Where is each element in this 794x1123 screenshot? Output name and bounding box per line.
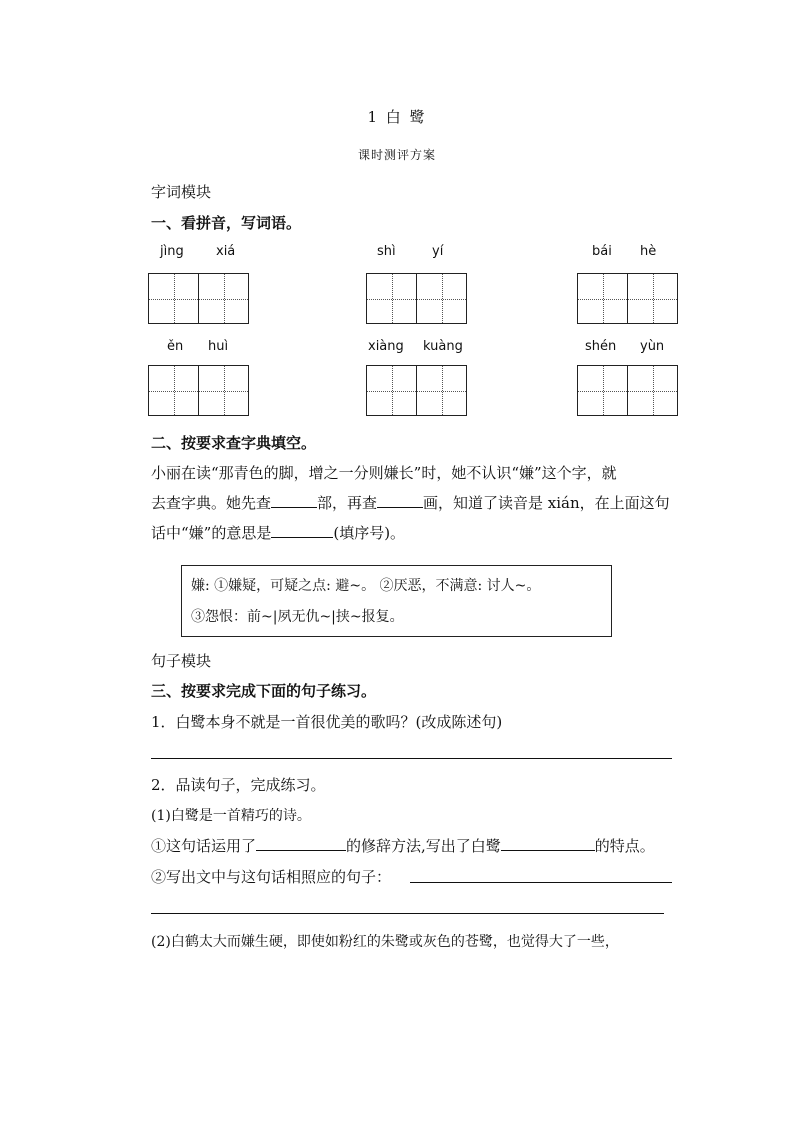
pinyin-label: shì <box>377 244 396 259</box>
grid-cell[interactable] <box>578 366 628 415</box>
pinyin-label: jìng <box>160 244 184 259</box>
grid-cell[interactable] <box>417 366 467 415</box>
question-2-title: 二、按要求查字典填空。 <box>151 434 317 452</box>
section-heading-sentences: 句子模块 <box>151 652 212 670</box>
paragraph-line: 小丽在读“那青色的脚，增之一分则嫌长”时，她不认识“嫌”这个字，就 <box>151 464 617 482</box>
grid-cell[interactable] <box>367 274 417 323</box>
paragraph-text: 去查字典。她先查 <box>151 494 272 512</box>
pinyin-label: kuàng <box>423 339 463 354</box>
grid-cell[interactable] <box>628 366 678 415</box>
question-text: 的修辞方法,写出了白鹭 <box>346 837 501 855</box>
pinyin-label: huì <box>208 339 229 354</box>
pinyin-label: yí <box>432 244 444 259</box>
pinyin-label: xiá <box>216 244 236 259</box>
grid-cell[interactable] <box>417 274 467 323</box>
question-1-title: 一、看拼音，写词语。 <box>151 214 302 232</box>
grid-cell[interactable] <box>199 274 249 323</box>
dictionary-entry-line: ③怨恨：前~|夙无仇~|挟~报复。 <box>191 609 404 625</box>
question-item-2: 2．品读句子，完成练习。 <box>151 776 326 794</box>
pinyin-label: shén <box>585 339 617 354</box>
question-item-1: 1．白鹭本身不就是一首很优美的歌吗？(改成陈述句) <box>151 713 503 731</box>
sub-question-1-part-1 <box>151 835 655 856</box>
question-text: 的特点。 <box>594 837 655 855</box>
fill-blank-strokes[interactable] <box>377 493 423 508</box>
writing-grid[interactable] <box>148 365 249 416</box>
grid-cell[interactable] <box>149 274 199 323</box>
fill-blank-meaning[interactable] <box>271 523 333 538</box>
section-heading-words: 字词模块 <box>151 183 212 201</box>
grid-cell[interactable] <box>628 274 678 323</box>
fill-blank-feature[interactable] <box>501 836 595 851</box>
grid-cell[interactable] <box>367 366 417 415</box>
answer-line[interactable] <box>410 882 672 883</box>
sub-question-1: (1)白鹭是一首精巧的诗。 <box>151 808 311 824</box>
question-3-title: 三、按要求完成下面的句子练习。 <box>151 682 377 700</box>
sub-question-1-part-2: ②写出文中与这句话相照应的句子： <box>151 868 392 886</box>
sub-question-2: (2)白鹤太大而嫌生硬，即使如粉红的朱鹭或灰色的苍鹭，也觉得大了一些， <box>151 934 619 950</box>
pinyin-label: bái <box>592 244 612 259</box>
paragraph-line <box>151 522 405 543</box>
grid-cell[interactable] <box>199 366 249 415</box>
answer-line[interactable] <box>151 758 672 759</box>
writing-grid[interactable] <box>577 365 678 416</box>
paragraph-line <box>151 492 670 513</box>
paragraph-text: 部，再查 <box>317 494 378 512</box>
pinyin-label: xiàng <box>368 339 404 354</box>
answer-line[interactable] <box>151 913 664 914</box>
fill-blank-radical[interactable] <box>271 493 317 508</box>
fill-blank-rhetoric[interactable] <box>256 836 346 851</box>
paragraph-text: 画，知道了读音是 xián，在上面这句 <box>423 494 670 512</box>
paragraph-text: 话中“嫌”的意思是 <box>151 524 272 542</box>
page-title: 1 白 鹭 <box>367 108 427 126</box>
pinyin-label: hè <box>640 244 657 259</box>
page-subtitle: 课时测评方案 <box>357 148 436 162</box>
paragraph-text: (填序号)。 <box>333 524 406 542</box>
writing-grid[interactable] <box>366 273 467 324</box>
pinyin-label: yùn <box>640 339 665 354</box>
writing-grid[interactable] <box>577 273 678 324</box>
grid-cell[interactable] <box>149 366 199 415</box>
writing-grid[interactable] <box>148 273 249 324</box>
pinyin-label: ěn <box>167 339 184 354</box>
question-text: ①这句话运用了 <box>151 837 257 855</box>
writing-grid[interactable] <box>366 365 467 416</box>
dictionary-entry-line: 嫌: ①嫌疑，可疑之点: 避~。 ②厌恶，不满意: 讨人~。 <box>191 578 541 594</box>
grid-cell[interactable] <box>578 274 628 323</box>
